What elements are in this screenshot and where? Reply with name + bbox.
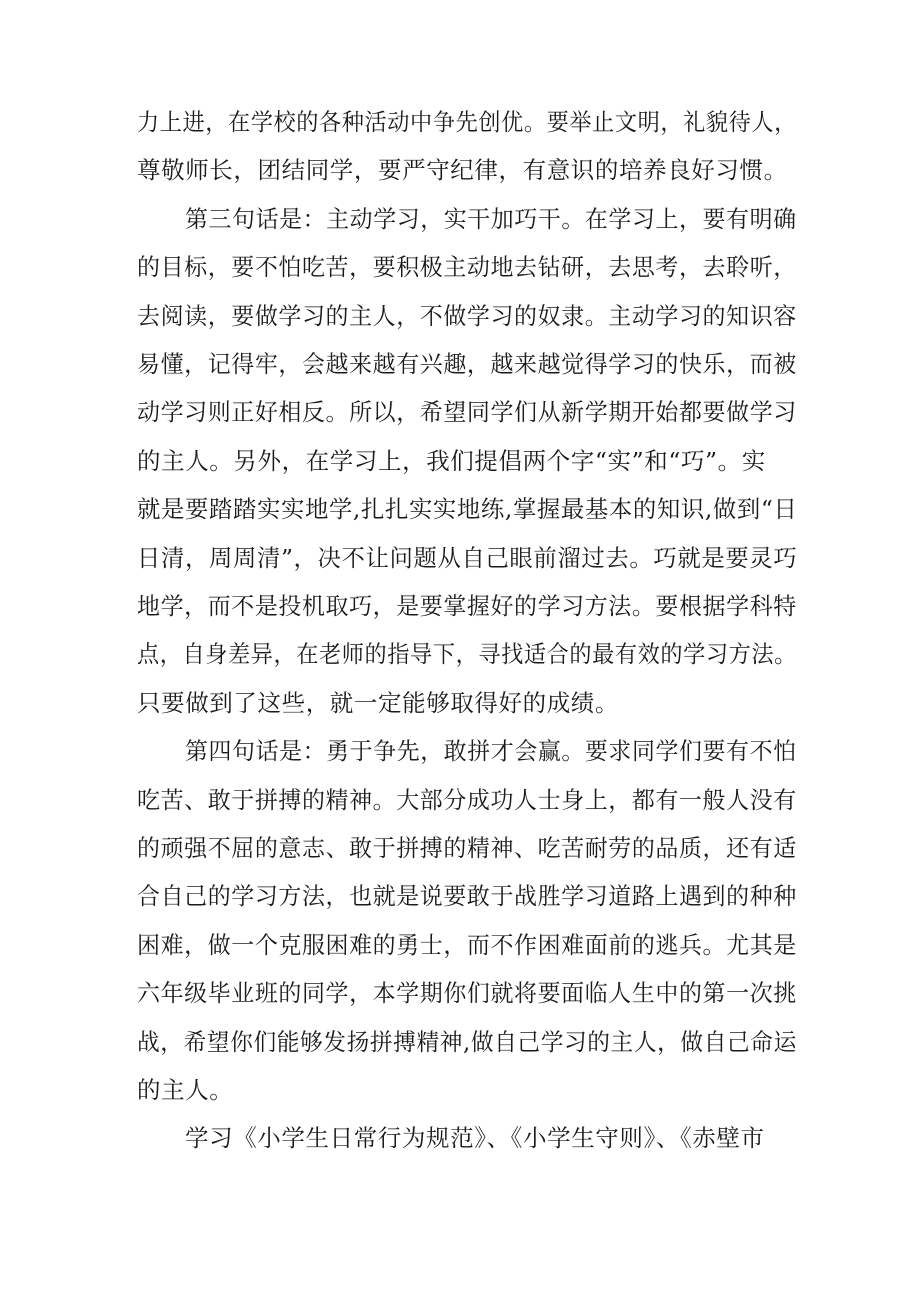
text-line: 合自己的学习方法，也就是说要敢于战胜学习道路上遇到的种种 bbox=[137, 882, 797, 911]
text-line: 的目标，要不怕吃苦，要积极主动地去钻研，去思考，去聆听， bbox=[137, 253, 797, 282]
text-line: 的主人。另外，在学习上，我们提倡两个字“实”和“巧”。实 bbox=[137, 446, 766, 475]
paragraph-first-line: 第四句话是：勇于争先，敢拼才会赢。要求同学们要有不怕 bbox=[185, 737, 797, 766]
text-line: 力上进，在学校的各种活动中争先创优。要举止文明，礼貌待人， bbox=[137, 108, 797, 136]
text-line: 六年级毕业班的同学，本学期你们就将要面临人生中的第一次挑 bbox=[137, 979, 797, 1008]
text-line: 动学习则正好相反。所以，希望同学们从新学期开始都要做学习 bbox=[137, 398, 797, 427]
paragraph-first-line: 第三句话是：主动学习，实干加巧干。在学习上，要有明确 bbox=[185, 204, 797, 233]
text-line: 尊敬师长，团结同学，要严守纪律，有意识的培养良好习惯。 bbox=[137, 156, 788, 185]
text-line: 吃苦、敢于拼搏的精神。大部分成功人士身上，都有一般人没有 bbox=[137, 785, 797, 814]
text-line: 日清，周周清”，决不让问题从自己眼前溜过去。巧就是要灵巧 bbox=[137, 543, 798, 572]
text-line: 的主人。 bbox=[137, 1076, 234, 1104]
text-line: 易懂，记得牢，会越来越有兴趣，越来越觉得学习的快乐，而被 bbox=[137, 350, 797, 378]
text-line: 地学，而不是投机取巧，是要掌握好的学习方法。要根据学科特 bbox=[137, 592, 797, 620]
text-line: 的顽强不屈的意志、敢于拼搏的精神、吃苦耐劳的品质，还有适 bbox=[137, 834, 797, 862]
text-line: 去阅读，要做学习的主人，不做学习的奴隶。主动学习的知识容 bbox=[137, 301, 797, 330]
text-line: 只要做到了这些，就一定能够取得好的成绩。 bbox=[137, 688, 619, 717]
text-line: 就是要踏踏实实地学,扎扎实实地练,掌握最基本的知识,做到“日 bbox=[137, 495, 798, 524]
text-line: 点，自身差异，在老师的指导下，寻找适合的最有效的学习方法。 bbox=[137, 640, 797, 669]
text-line: 困难，做一个克服困难的勇士，而不作困难面前的逃兵。尤其是 bbox=[137, 930, 797, 959]
paragraph-first-line: 学习《小学生日常行为规范》、《小学生守则》、《赤壁市 bbox=[185, 1124, 765, 1153]
text-line: 战，希望你们能够发扬拼搏精神,做自己学习的主人，做自己命运 bbox=[137, 1027, 797, 1056]
